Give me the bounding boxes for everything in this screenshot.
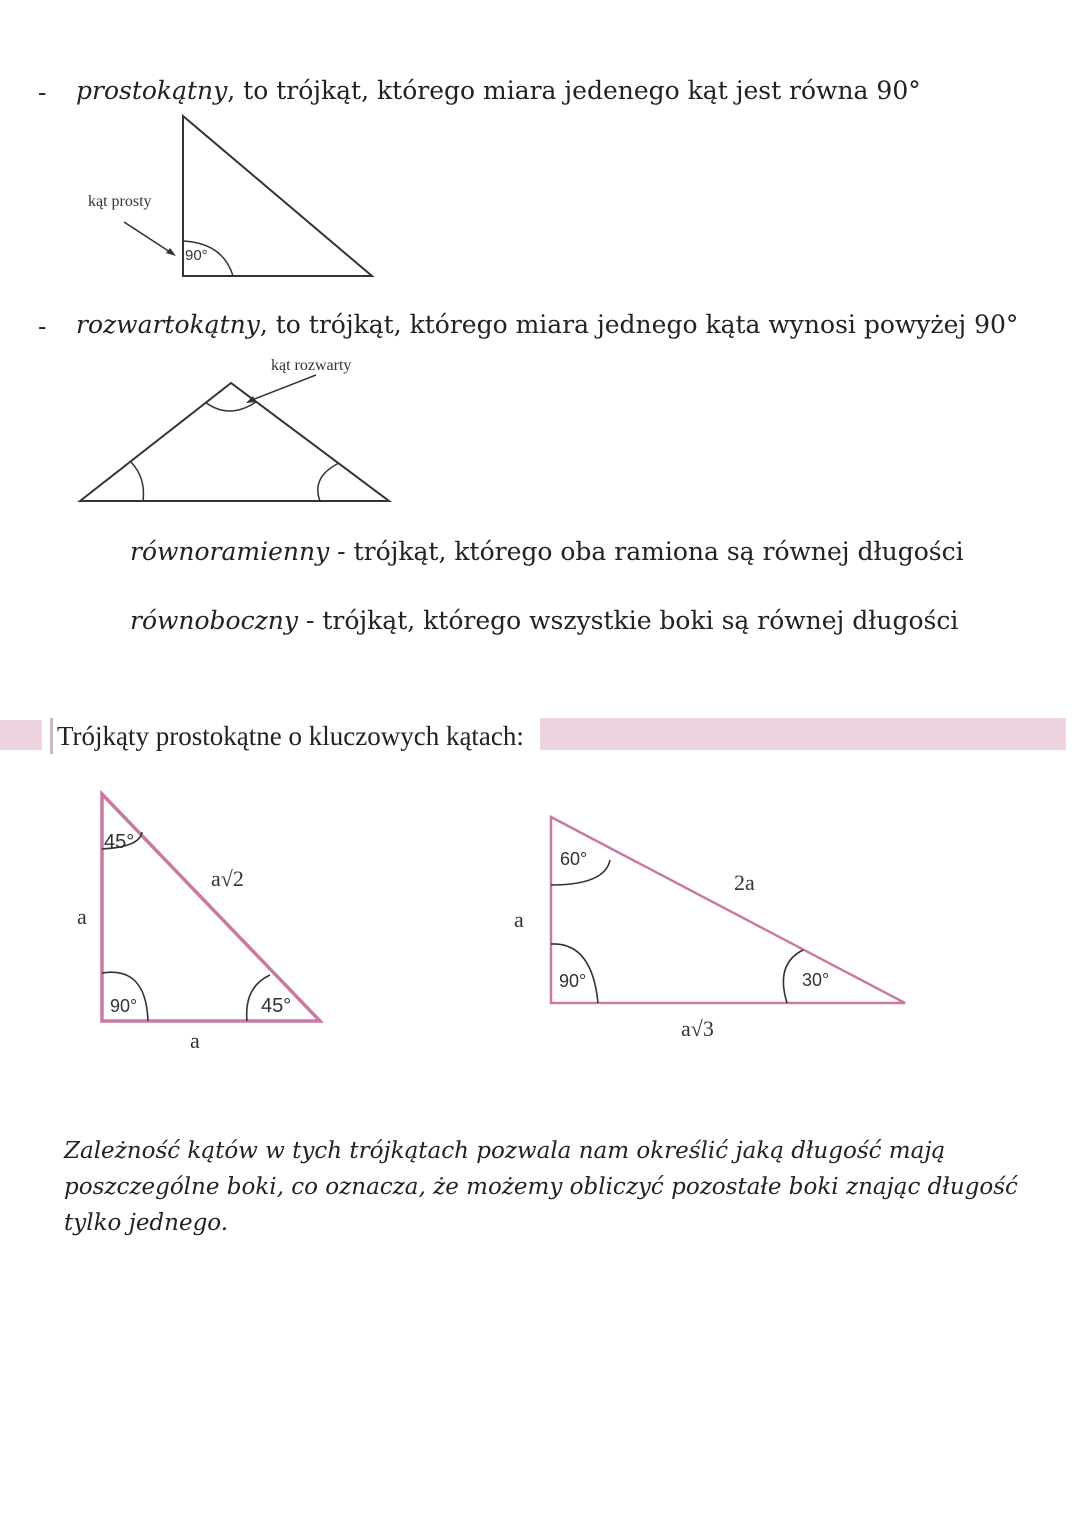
right-angle-value: 90° — [185, 247, 208, 264]
obtuse-triangle-shape — [80, 383, 389, 501]
triangle-30-60-bottom-arc — [783, 950, 803, 1003]
right-triangle-figure — [0, 100, 420, 290]
triangle-45-bottom-angle: 45° — [261, 995, 292, 1017]
isosceles-term: równoramienny — [130, 537, 330, 566]
triangle-45-vertical-leg-label: a — [77, 904, 87, 929]
triangle-45-top-angle: 45° — [104, 831, 135, 853]
right-triangle-shape — [183, 116, 372, 276]
triangle-30-60-bottom-angle: 30° — [802, 970, 830, 990]
triangle-45-right-angle: 90° — [110, 996, 138, 1016]
triangle-30-60-top-angle: 60° — [560, 849, 588, 869]
triangle-30-60-shape — [551, 817, 905, 1003]
triangle-30-60-vertical-leg-label: a — [514, 907, 524, 932]
heading-band-right — [540, 718, 1066, 750]
triangle-45-figure — [60, 780, 360, 1060]
left-angle-arc — [131, 462, 144, 501]
right-angle-arc-obtuse — [318, 463, 339, 501]
obtuse-angle-arc — [205, 402, 256, 411]
triangle-45-hypotenuse-label: a√2 — [211, 866, 244, 891]
obtuse-triangle-text: , to trójkąt, którego miara jednego kąta wynosi powyżej 90° — [259, 310, 1019, 339]
equilateral-definition — [130, 606, 958, 635]
bullet-dash: - — [38, 78, 47, 107]
obtuse-triangle-figure — [0, 345, 420, 515]
right-angle-pointer-line — [124, 222, 170, 252]
equilateral-text: - trójkąt, którego wszystkie boki są równej długości — [298, 606, 959, 635]
equilateral-term: równoboczny — [130, 606, 299, 635]
right-angle-pointer-label: kąt prosty — [88, 193, 152, 210]
closing-note: Zależność kątów w tych trójkątach pozwala nam określić jaką długość mają poszczególne boki, co oznacza, że możemy obliczyć pozostałe boki znając długość tylko jednego. — [64, 1138, 1018, 1236]
obtuse-triangle-term: rozwartokątny — [76, 310, 260, 339]
obtuse-angle-pointer-line — [252, 375, 316, 400]
right-triangle-text: , to trójkąt, którego miara jedenego kąt jest równa 90° — [227, 76, 921, 105]
triangle-45-shape — [102, 794, 320, 1021]
triangle-45-horizontal-leg-label: a — [190, 1028, 200, 1053]
triangle-30-60-right-angle: 90° — [559, 971, 587, 991]
triangle-30-60-horizontal-leg-label: a√3 — [681, 1016, 714, 1041]
isosceles-definition — [130, 537, 964, 566]
triangle-30-60-figure — [500, 800, 920, 1050]
right-angle-pointer-arrow — [166, 248, 176, 256]
section-heading: Trójkąty prostokątne o kluczowych kątach: — [50, 718, 537, 754]
obtuse-triangle-definition — [76, 310, 1018, 339]
obtuse-angle-pointer-label: kąt rozwarty — [271, 357, 352, 374]
bullet-dash: - — [38, 312, 47, 341]
right-triangle-term: prostokątny — [76, 76, 228, 105]
triangle-30-60-hypotenuse-label: 2a — [734, 870, 755, 895]
heading-band-left — [0, 720, 42, 750]
isosceles-text: - trójkąt, którego oba ramiona są równej długości — [329, 537, 964, 566]
